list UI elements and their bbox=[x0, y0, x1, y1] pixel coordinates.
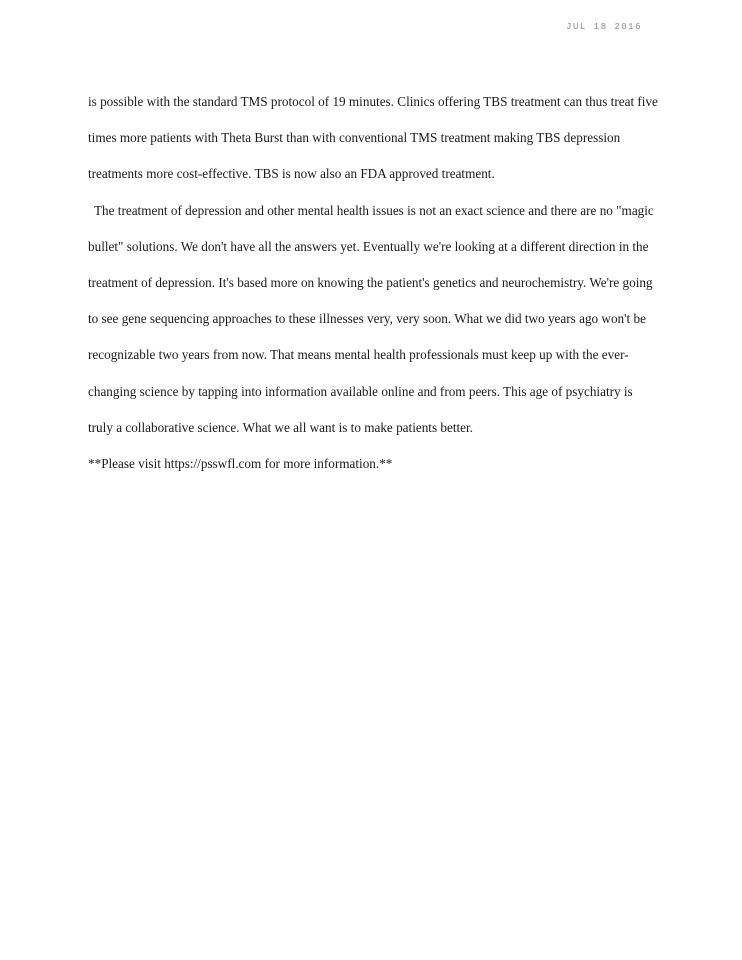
page-stamp: JUL 18 2016 bbox=[566, 22, 642, 32]
document-body bbox=[88, 84, 658, 482]
website-note: **Please visit https://psswfl.com for more information.** bbox=[88, 456, 393, 472]
paragraph-tbs-treatment: is possible with the standard TMS protocol of 19 minutes. Clinics offering TBS treatment can thus treat five times more patients with Theta Burst than with conventional TMS treatment making TBS depression treatments more cost-effective. TBS is now also an FDA approved treatment. bbox=[88, 94, 658, 182]
paragraph-depression-treatment: The treatment of depression and other mental health issues is not an exact science and there are no "magic bullet" solutions. We don't have all the answers yet. Eventually we're looking at a different direction in the treatment of depression. It's based more on knowing the patient's genetics and neurochemistry. We're going to see gene sequencing approaches to these illnesses very, very soon. What we did two years ago won't be recognizable two years from now. That means mental health professionals must keep up with the ever-changing science by tapping into information available online and from peers. This age of psychiatry is truly a collaborative science. What we all want is to make patients better. bbox=[88, 202, 654, 435]
